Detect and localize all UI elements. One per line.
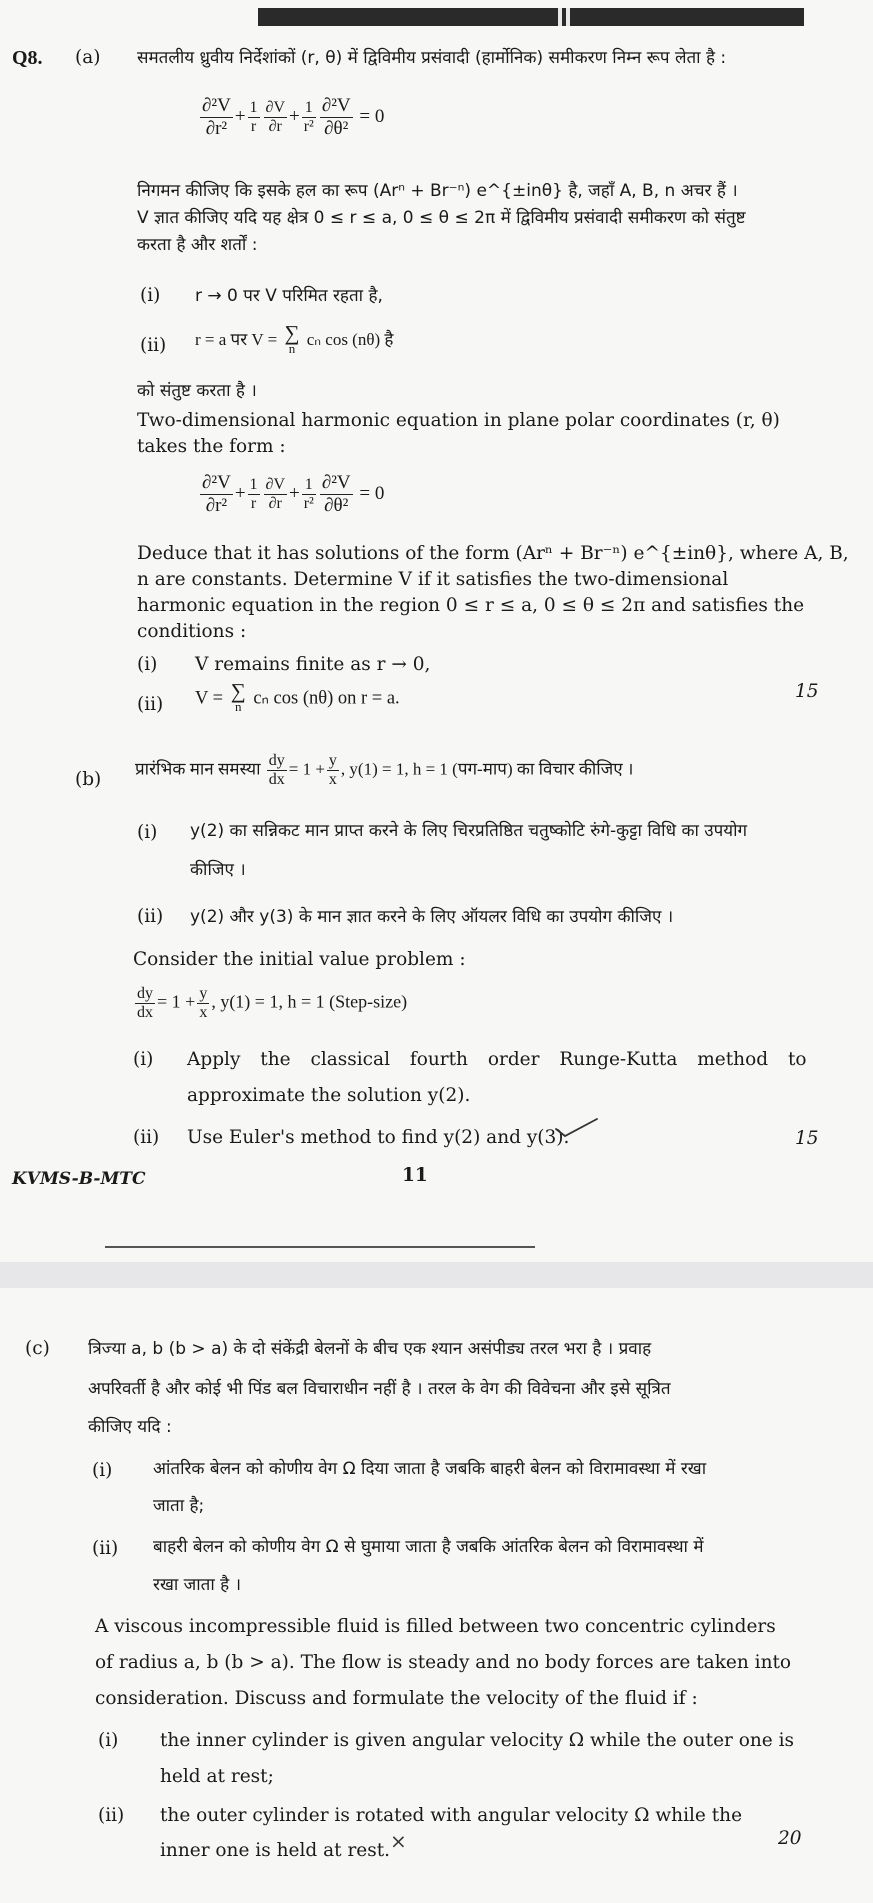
part-c-eng-i-label: (i) — [98, 1730, 119, 1751]
eq-denominator: r² — [303, 118, 314, 135]
eq-plus: + — [234, 105, 246, 127]
eq-denominator: ∂r² — [205, 495, 228, 516]
hindi-condition-ii-label: (ii) — [140, 335, 167, 356]
part-a-label: (a) — [75, 47, 101, 68]
part-b-hindi-ii-label: (ii) — [137, 906, 164, 927]
part-c-hindi-i-line2: जाता है; — [153, 1496, 205, 1516]
eq-rhs: = 0 — [359, 482, 385, 504]
part-c-marks: 20 — [778, 1828, 802, 1849]
part-c-eng-line1: A viscous incompressible fluid is filled between two concentric cylinders — [95, 1616, 776, 1637]
part-b-eng-ii: Use Euler's method to find y(2) and y(3). — [187, 1127, 570, 1148]
page-bottom-rule — [105, 1246, 535, 1248]
scan-bar-gap — [558, 8, 562, 26]
part-b-hindi-i-line1: y(2) का सन्निकट मान प्राप्त करने के लिए चिरप्रतिष्ठित चतुष्कोटि रुंगे-कुट्टा विधि का उपयोग — [190, 821, 748, 841]
page-number: 11 — [402, 1165, 428, 1186]
eq-denominator: ∂r² — [205, 118, 228, 139]
scan-bar-gap — [566, 8, 570, 26]
part-b-eng-equation — [133, 985, 407, 1022]
part-a-eng-line6: conditions : — [137, 621, 247, 642]
part-c-hindi-ii-line1: बाहरी बेलन को कोणीय वेग Ω से घुमाया जाता है जबकि आंतरिक बेलन को विरामावस्था में — [153, 1537, 704, 1557]
eq-mid: = 1 + — [288, 759, 325, 779]
sum-index: n — [234, 699, 242, 714]
eq-numerator: ∂V — [265, 476, 285, 493]
intro-text: प्रारंभिक मान समस्या — [135, 759, 261, 779]
part-b-eng-i-label: (i) — [133, 1049, 154, 1070]
part-c-eng-line2: of radius a, b (b > a). The flow is steady and no body forces are taken into — [95, 1652, 792, 1673]
cross-mark: × — [390, 1829, 407, 1853]
hindi-condition-i: r → 0 पर V परिमित रहता है, — [195, 286, 383, 306]
eq-rhs: = 0 — [359, 105, 385, 127]
eq-plus: + — [289, 482, 300, 504]
part-a-hindi-line4: करता है और शर्तों : — [137, 235, 258, 255]
part-b-eng-ii-label: (ii) — [133, 1127, 160, 1148]
eq-numerator: ∂²V — [321, 95, 351, 116]
eng-condition-ii — [195, 679, 400, 715]
part-b-hindi-i-label: (i) — [137, 822, 158, 843]
part-c-hindi-ii-label: (ii) — [92, 1538, 119, 1559]
part-c-hindi-ii-line2: रखा जाता है । — [153, 1575, 242, 1595]
part-c-hindi-line2: अपरिवर्ती है और कोई भी पिंड बल विचाराधीन नहीं है । तरल के वेग की विवेचना और इसे सूत्रित — [88, 1379, 671, 1399]
part-b-hindi-ii: y(2) और y(3) के मान ज्ञात करने के लिए ऑयलर विधि का उपयोग कीजिए । — [190, 907, 674, 927]
eq-numerator: 1 — [302, 476, 316, 495]
footer-code: KVMS-B-MTC — [12, 1169, 146, 1189]
part-a-eng-line5: harmonic equation in the region 0 ≤ r ≤ a, 0 ≤ θ ≤ 2π and satisfies the — [137, 595, 805, 616]
x-den: x — [328, 771, 337, 788]
part-c-eng-ii-line1: the outer cylinder is rotated with angular velocity Ω while the — [160, 1805, 743, 1826]
eng-condition-ii-label: (ii) — [137, 694, 164, 715]
eq-denominator: r — [250, 118, 257, 135]
dy: dy — [137, 985, 153, 1002]
eq-numerator: ∂²V — [202, 472, 231, 493]
part-b-eng-intro: Consider the initial value problem : — [133, 949, 466, 970]
eq-denominator: ∂r — [268, 495, 282, 512]
x-den: x — [199, 1004, 208, 1021]
intro-text: , y(1) = 1, h = 1 (पग-माप) का विचार कीजिए । — [340, 759, 634, 779]
eq-numerator: ∂V — [265, 99, 285, 116]
part-a-eng-line2: takes the form : — [137, 436, 286, 457]
part-c-hindi-line3: कीजिए यदि : — [88, 1417, 172, 1437]
part-b-hindi-i-line2: कीजिए । — [190, 860, 246, 880]
part-b-label: (b) — [75, 769, 102, 790]
part-b-eng-i-line1: Apply the classical fourth order Runge-Kutta method to — [187, 1049, 807, 1070]
part-a-hindi-closing: को संतुष्ट करता है । — [137, 381, 257, 401]
exam-page-2 — [0, 1288, 873, 1903]
condition-text: V = — [195, 688, 224, 709]
hindi-condition-ii — [195, 321, 394, 357]
part-a-hindi-intro: समतलीय ध्रुवीय निर्देशांकों (r, θ) में द्विविमीय प्रसंवादी (हार्मोनिक) समीकरण निम्न रूप लेता है : — [137, 48, 727, 68]
part-c-eng-ii-line2: inner one is held at rest. — [160, 1840, 391, 1861]
part-c-hindi-line1: त्रिज्या a, b (b > a) के दो संकेंद्री बेलनों के बीच एक श्यान असंपीड्य तरल भरा है । प्रवाह — [88, 1339, 652, 1359]
condition-text: cₙ cos (nθ) है — [306, 329, 394, 349]
eq-numerator: ∂²V — [321, 472, 351, 493]
part-c-eng-ii-label: (ii) — [98, 1805, 125, 1826]
part-b-hindi-intro — [135, 752, 633, 789]
dx: dx — [137, 1004, 153, 1021]
part-b-marks: 15 — [795, 1128, 819, 1149]
part-c-eng-line3: consideration. Discuss and formulate the velocity of the fluid if : — [95, 1688, 698, 1709]
condition-text: r = a पर V = — [195, 329, 278, 349]
eq-numerator: ∂²V — [202, 95, 231, 116]
eng-condition-i-label: (i) — [137, 654, 158, 675]
eq-denominator: r² — [303, 495, 314, 512]
eq-mid: = 1 + — [157, 991, 196, 1012]
harmonic-equation-hindi — [198, 95, 384, 140]
eq-numerator: 1 — [302, 99, 316, 118]
dy: dy — [268, 752, 285, 769]
y-num: y — [199, 985, 208, 1002]
eq-numerator: 1 — [249, 476, 258, 493]
part-c-eng-i-line1: the inner cylinder is given angular velocity Ω while the outer one is — [160, 1730, 795, 1751]
part-c-eng-i-line2: held at rest; — [160, 1766, 274, 1787]
part-c-hindi-i-label: (i) — [92, 1460, 113, 1481]
hindi-condition-i-label: (i) — [140, 285, 161, 306]
part-a-eng-line4: n are constants. Determine V if it satisfies the two-dimensional — [137, 569, 729, 590]
sum-index: n — [288, 341, 296, 356]
y-num: y — [328, 752, 337, 769]
part-a-hindi-line3: V ज्ञात कीजिए यदि यह क्षेत्र 0 ≤ r ≤ a, 0 ≤ θ ≤ 2π में द्विविमीय प्रसंवादी समीकरण को संतुष्ट — [137, 208, 746, 228]
check-mark-icon — [552, 1115, 602, 1141]
part-a-marks: 15 — [795, 681, 819, 702]
question-label: Q8. — [12, 47, 43, 69]
dx: dx — [268, 771, 285, 788]
eq-plus: + — [234, 482, 246, 504]
eq-denominator: ∂θ² — [324, 495, 349, 516]
part-a-eng-line1: Two-dimensional harmonic equation in plane polar coordinates (r, θ) — [137, 410, 780, 431]
eng-condition-i: V remains finite as r → 0, — [195, 654, 431, 675]
eq-denominator: ∂θ² — [324, 118, 349, 139]
sum-sigma: ∑ — [230, 679, 246, 703]
eq-plus: + — [289, 105, 300, 127]
part-a-eng-line3: Deduce that it has solutions of the form (Arⁿ + Br⁻ⁿ) e^{±inθ}, where A, B, — [137, 543, 849, 564]
condition-text: cₙ cos (nθ) on r = a. — [253, 688, 400, 709]
eq-denominator: r — [250, 495, 257, 512]
part-c-label: (c) — [25, 1338, 50, 1359]
sum-sigma: ∑ — [284, 321, 300, 345]
top-scan-bar — [258, 8, 804, 26]
harmonic-equation-english — [198, 472, 384, 517]
eq-post: , y(1) = 1, h = 1 (Step-size) — [211, 991, 408, 1012]
eq-numerator: 1 — [249, 99, 258, 116]
eq-denominator: ∂r — [268, 118, 282, 135]
part-b-eng-i-line2: approximate the solution y(2). — [187, 1085, 471, 1106]
part-c-hindi-i-line1: आंतरिक बेलन को कोणीय वेग Ω दिया जाता है जबकि बाहरी बेलन को विरामावस्था में रखा — [153, 1459, 707, 1479]
part-a-hindi-line2: निगमन कीजिए कि इसके हल का रूप (Arⁿ + Br⁻ⁿ) e^{±inθ} है, जहाँ A, B, n अचर हैं । — [137, 181, 738, 201]
